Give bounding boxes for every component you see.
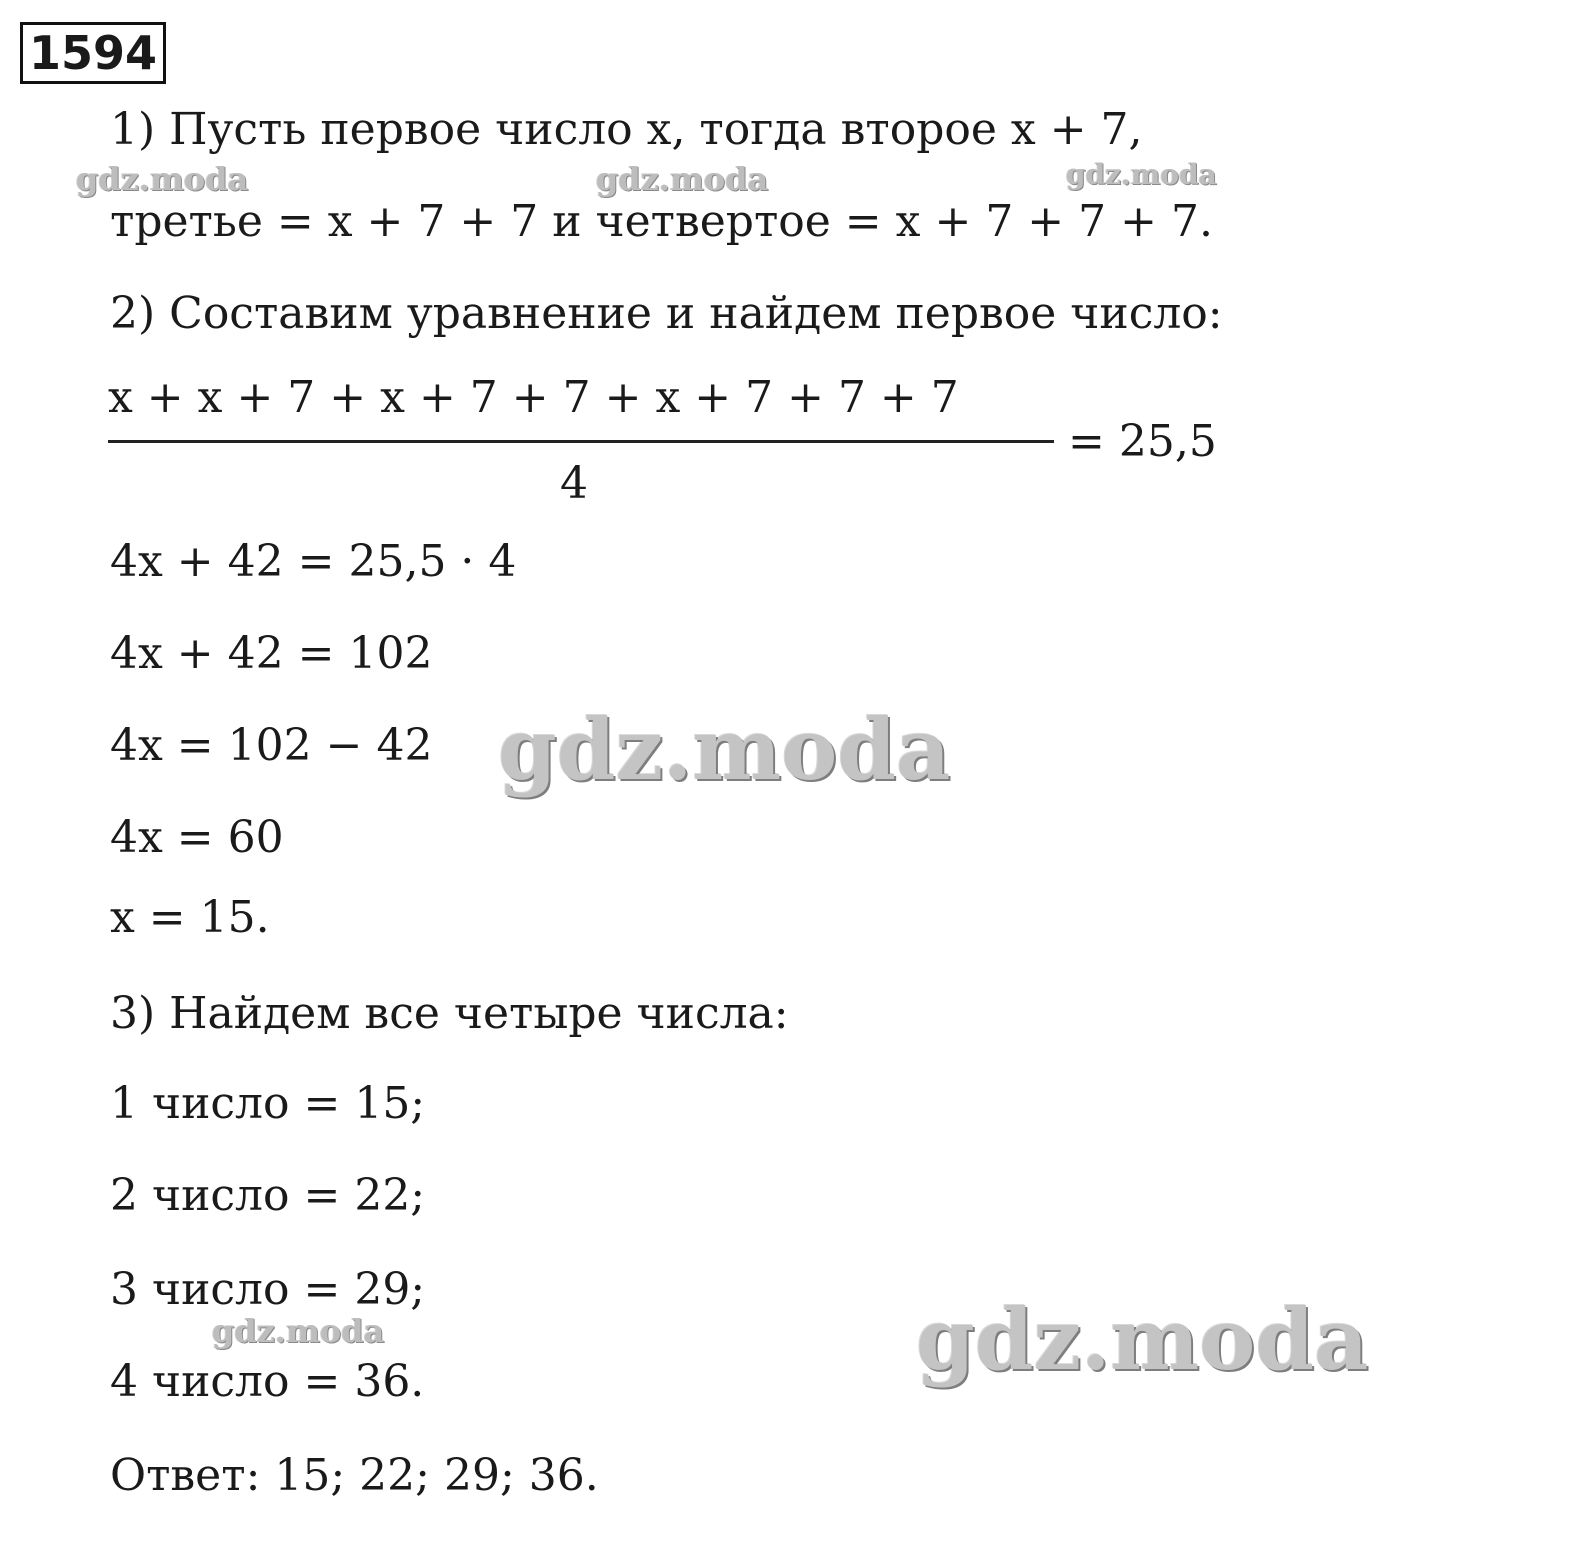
watermark: gdz.moda xyxy=(916,1290,1369,1389)
solution-line-10: 1 число = 15; xyxy=(110,1078,426,1129)
solution-line-2: третье = x + 7 + 7 и четвертое = x + 7 + 7 + 7. xyxy=(110,196,1213,247)
watermark: gdz.moda xyxy=(498,700,951,799)
solution-line-7: 4x = 60 xyxy=(110,812,284,863)
fraction-bar xyxy=(108,440,1054,443)
watermark: gdz.moda xyxy=(596,160,769,198)
problem-number: 1594 xyxy=(20,22,166,84)
solution-line-12: 3 число = 29; xyxy=(110,1264,426,1315)
solution-line-1: 1) Пусть первое число x, тогда второе x + 7, xyxy=(110,104,1143,155)
solution-line-13: 4 число = 36. xyxy=(110,1356,425,1407)
watermark: gdz.moda xyxy=(76,160,249,198)
solution-line-11: 2 число = 22; xyxy=(110,1170,426,1221)
fraction-rhs: = 25,5 xyxy=(1068,416,1217,467)
solution-line-9: 3) Найдем все четыре числа: xyxy=(110,988,789,1039)
watermark: gdz.moda xyxy=(1066,158,1217,191)
watermark: gdz.moda xyxy=(212,1312,385,1350)
solution-line-4: 4x + 42 = 25,5 · 4 xyxy=(110,536,517,587)
fraction-denominator: 4 xyxy=(560,458,588,509)
fraction-numerator: x + x + 7 + x + 7 + 7 + x + 7 + 7 + 7 xyxy=(108,372,959,423)
solution-line-6: 4x = 102 − 42 xyxy=(110,720,433,771)
solution-line-8: x = 15. xyxy=(110,892,270,943)
answer-line: Ответ: 15; 22; 29; 36. xyxy=(110,1450,599,1501)
solution-line-5: 4x + 42 = 102 xyxy=(110,628,433,679)
solution-line-3: 2) Составим уравнение и найдем первое число: xyxy=(110,288,1223,339)
